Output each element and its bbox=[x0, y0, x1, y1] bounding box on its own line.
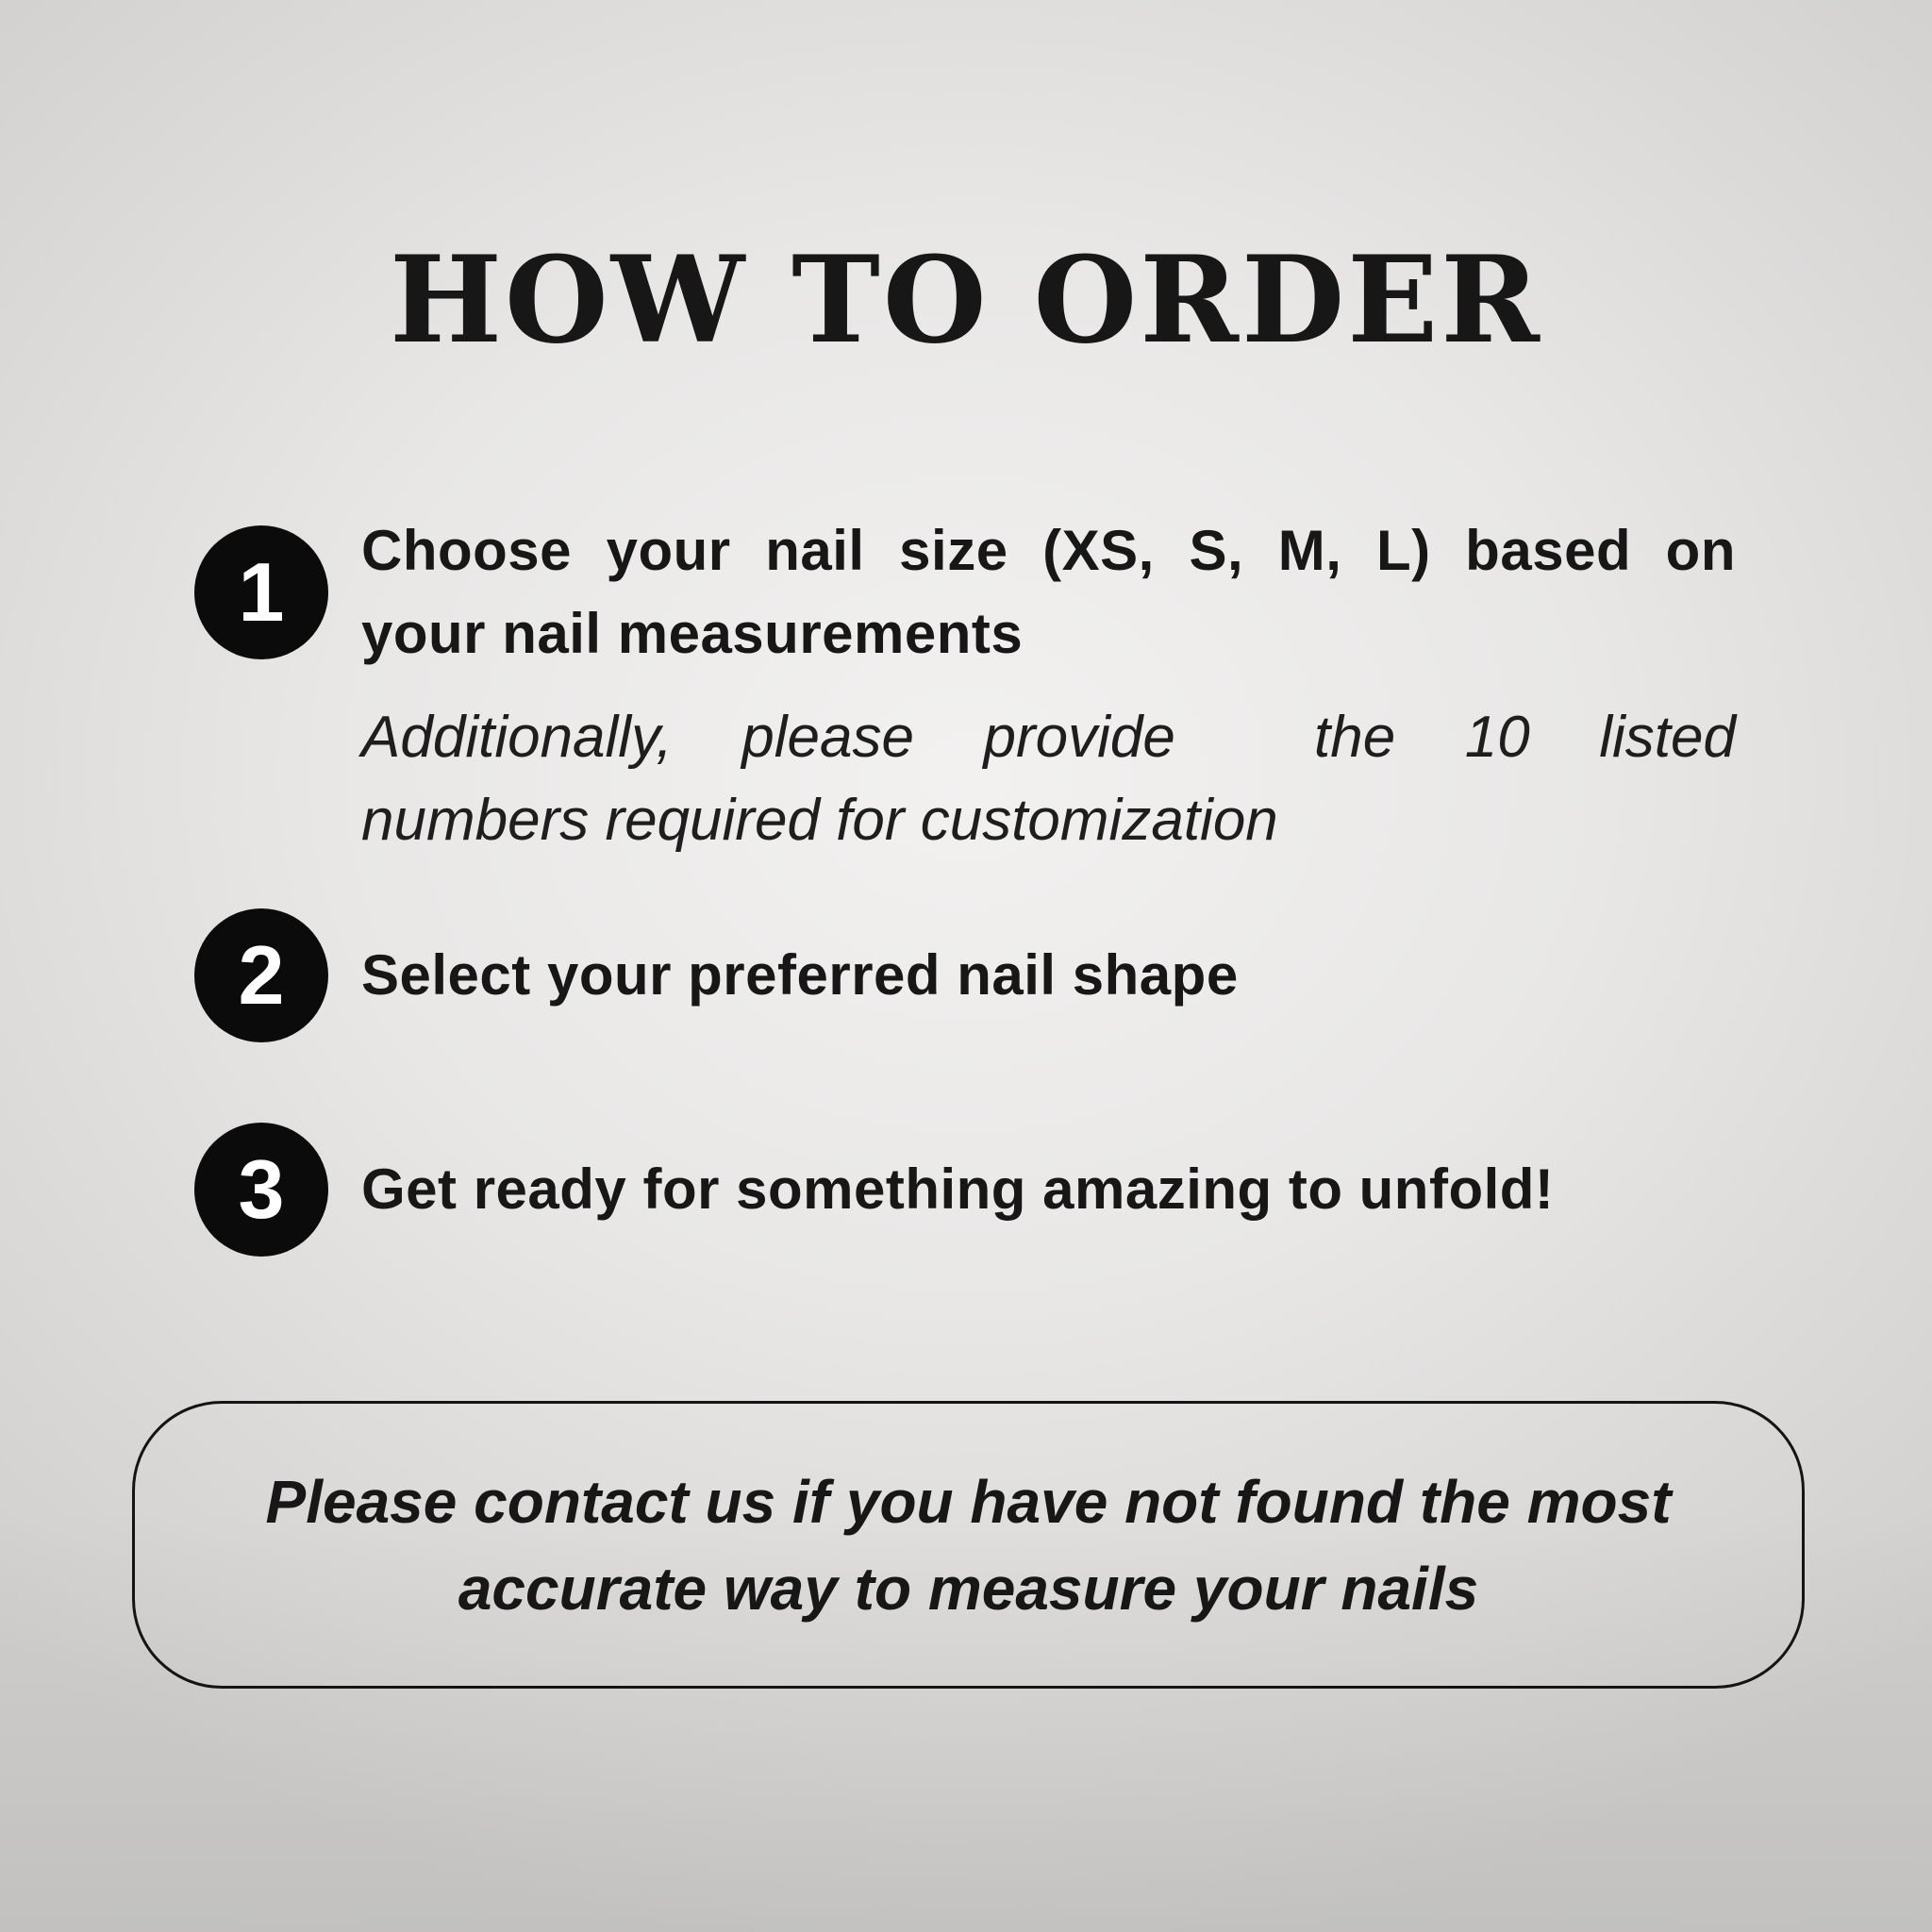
step-3-heading-line-1: Get ready for something amazing to unfold! bbox=[361, 1158, 1555, 1221]
step-2-heading-line-1: Select your preferred nail shape bbox=[361, 943, 1239, 1007]
contact-note-box bbox=[132, 1401, 1805, 1689]
step-1-text bbox=[361, 509, 1736, 862]
step-3 bbox=[194, 1123, 1736, 1257]
step-1-number: 1 bbox=[238, 545, 285, 639]
contact-note-line-2: accurate way to measure your nails bbox=[458, 1554, 1479, 1623]
step-2-number: 2 bbox=[238, 928, 285, 1022]
step-1-heading-line-1: Choose your nail size (XS, S, M, L) based on bbox=[361, 519, 1736, 582]
step-1 bbox=[194, 509, 1736, 862]
step-2-text bbox=[361, 934, 1736, 1017]
step-2 bbox=[194, 908, 1736, 1042]
step-2-number-badge bbox=[194, 908, 328, 1042]
step-3-text bbox=[361, 1148, 1736, 1231]
step-1-note-line-2: numbers required for customization bbox=[361, 788, 1278, 853]
step-1-note-line-1: Additionally, please provide the 10 listed bbox=[361, 705, 1736, 770]
step-3-number-badge bbox=[194, 1123, 328, 1257]
step-3-number: 3 bbox=[238, 1142, 285, 1236]
page-title: HOW TO ORDER bbox=[389, 230, 1543, 370]
step-1-number-badge bbox=[194, 525, 328, 659]
step-1-heading-line-2: your nail measurements bbox=[361, 602, 1024, 665]
contact-note-line-1: Please contact us if you have not found the most bbox=[265, 1467, 1672, 1536]
